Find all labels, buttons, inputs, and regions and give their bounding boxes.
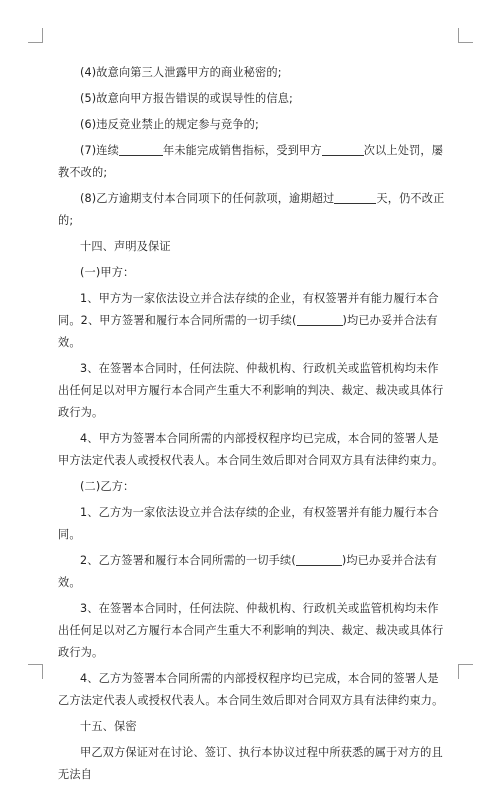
section-heading-15: 十五、保密: [80, 720, 137, 733]
party-b-item-3: 3、在签署本合同时，任何法院、仲裁机构、行政机关或监管机构均未作出任何足以对乙方履行本合同产生重大不利影响的判决、裁定、裁决或具体行政行为。: [58, 602, 444, 659]
blank-field-times[interactable]: [322, 142, 364, 156]
document-body: [58, 62, 446, 790]
subheading-party-a: (一)甲方：: [80, 266, 135, 279]
party-b-item-2-part-1: 2、乙方签署和履行本合同所需的一切手续(: [80, 554, 296, 567]
blank-field-party-a-procedures[interactable]: [297, 312, 343, 326]
clause-8-part-2: 天，仍不改正的;: [58, 192, 445, 227]
party-b-item-2: [58, 550, 446, 594]
blank-field-days[interactable]: [334, 190, 376, 204]
party-b-item-1: 1、乙方为一家依法设立并合法存续的企业，有权签署并有能力履行本合同。: [58, 506, 439, 541]
blank-field-years[interactable]: [119, 142, 163, 156]
party-a-item-1-2-part-2: )均已办妥并合法有效。: [58, 314, 438, 349]
crop-mark-bottom-right: [458, 664, 473, 679]
confidentiality-text: 甲乙双方保证对在讨论、签订、执行本协议过程中所获悉的属于对方的且无法自: [58, 746, 443, 781]
clause-7-part-1: (7)连续: [80, 144, 119, 157]
clause-8: [58, 188, 446, 232]
clause-7-part-3: 次以上处罚，屡教不改的;: [58, 144, 444, 179]
party-a-item-1-2-part-1: 1、甲方为一家依法设立并合法存续的企业，有权签署并有能力履行本合同。2、甲方签署和履行本合同所需的一切手续(: [58, 292, 439, 327]
clause-7-part-2: 年未能完成销售指标，受到甲方: [162, 144, 322, 157]
clause-4: (4)故意向第三人泄露甲方的商业秘密的;: [80, 66, 282, 79]
blank-field-party-b-procedures[interactable]: [296, 552, 342, 566]
subheading-party-b: (二)乙方：: [80, 480, 135, 493]
crop-mark-top-left: [28, 28, 43, 43]
clause-7: [58, 140, 446, 184]
party-a-item-3: 3、在签署本合同时，任何法院、仲裁机构、行政机关或监管机构均未作出任何足以对甲方履行本合同产生重大不利影响的判决、裁定、裁决或具体行政行为。: [58, 362, 444, 419]
party-a-item-1-2: [58, 288, 446, 354]
clause-6: (6)违反竞业禁止的规定参与竞争的;: [80, 118, 259, 131]
party-b-item-4: 4、乙方为签署本合同所需的内部授权程序均已完成，本合同的签署人是乙方法定代表人或授权代表人。本合同生效后即对合同双方具有法律约束力。: [58, 672, 444, 707]
party-a-item-4: 4、甲方为签署本合同所需的内部授权程序均已完成，本合同的签署人是甲方法定代表人或授权代表人。本合同生效后即对合同双方具有法律约束力。: [58, 432, 444, 467]
clause-8-part-1: (8)乙方逾期支付本合同项下的任何款项，逾期超过: [80, 192, 335, 205]
crop-mark-bottom-left: [28, 664, 43, 679]
clause-5: (5)故意向甲方报告错误的或误导性的信息;: [80, 92, 293, 105]
crop-mark-top-right: [458, 28, 473, 43]
party-b-item-2-part-2: )均已办妥并合法有效。: [58, 554, 438, 589]
section-heading-14: 十四、声明及保证: [80, 240, 171, 253]
